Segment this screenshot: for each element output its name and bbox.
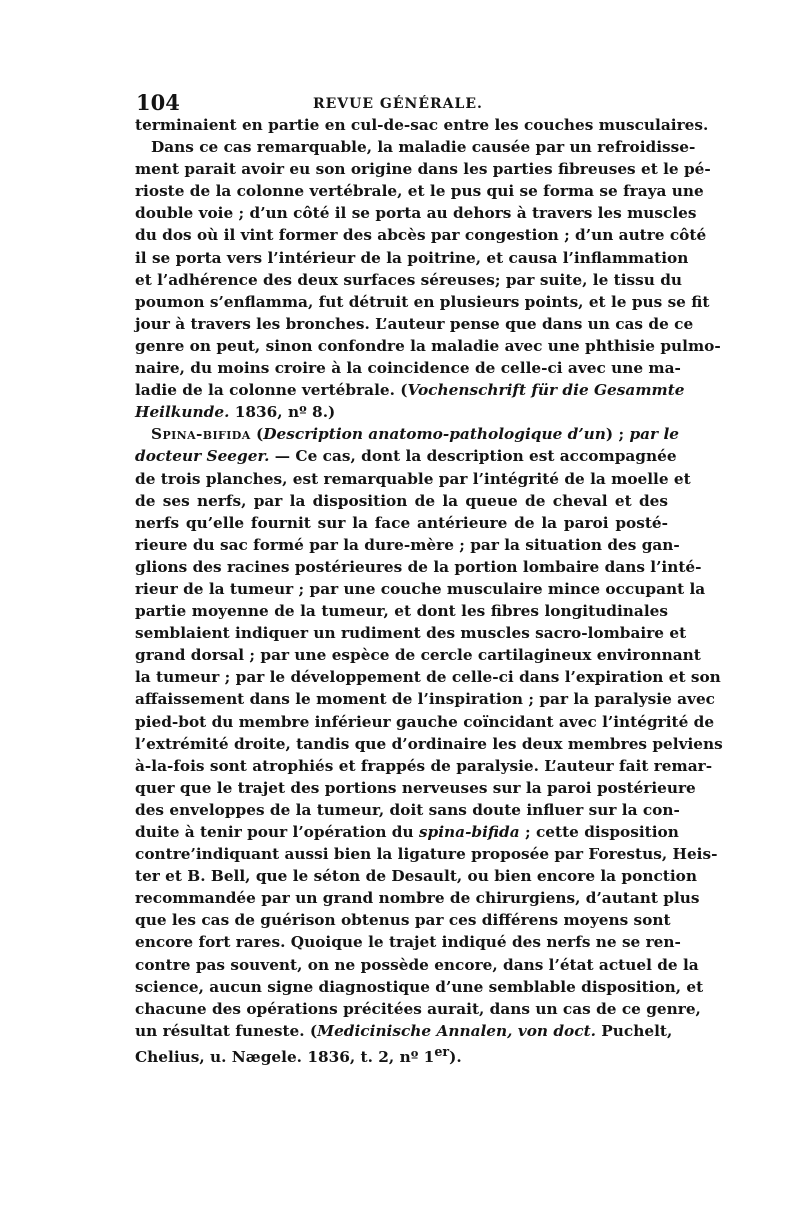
citation-title: Description anatomo-pathologique d’un xyxy=(263,425,606,444)
running-head: REVUE GÉNÉRALE. xyxy=(313,96,483,112)
text-line xyxy=(135,423,679,445)
superscript: er xyxy=(434,1044,450,1060)
text-line: encore fort rares. Quoique le trajet indiqué des nerfs ne se ren- xyxy=(135,933,681,952)
text-line: ter et B. Bell, que le séton de Desault, ou bien encore la ponction xyxy=(135,867,697,886)
text-line: poumon s’enflamma, fut détruit en plusieurs points, et le pus se fit xyxy=(135,292,710,311)
text-segment: — Ce cas, dont la description est accompagnée xyxy=(269,447,677,466)
text-segment: ladie de la colonne vertébrale. ( xyxy=(135,381,408,400)
page-header xyxy=(135,92,668,114)
text-line: l’extrémité droite, tandis que d’ordinaire les deux membres pelviens xyxy=(135,734,723,753)
text-line xyxy=(135,401,668,423)
text-line: semblaient indiquer un rudiment des muscles sacro-lombaire et xyxy=(135,624,687,643)
author-text: docteur Seeger. xyxy=(135,447,270,466)
page-number: 104 xyxy=(136,90,180,115)
text-line: glions des racines postérieures de la portion lombaire dans l’inté- xyxy=(135,557,702,576)
text-line: rioste de la colonne vertébrale, et le pus qui se forma se fraya une xyxy=(135,182,704,201)
text-line xyxy=(135,1020,673,1042)
text-line: à-la-fois sont atrophiés et frappés de paralysie. L’auteur fait remar- xyxy=(135,756,713,775)
text-line: jour à travers les bronches. L’auteur pense que dans un cas de ce xyxy=(135,314,694,333)
text-line: ment parait avoir eu son origine dans les parties fibreuses et le pé- xyxy=(135,160,711,179)
text-line: naire, du moins croire à la coincidence de celle-ci avec une ma- xyxy=(135,359,681,378)
text-line: affaissement dans le moment de l’inspiration ; par la paralysie avec xyxy=(135,690,715,709)
author-text: par le xyxy=(629,425,679,444)
text-segment: un résultat funeste. ( xyxy=(135,1021,318,1040)
text-line xyxy=(135,821,679,843)
text-line xyxy=(135,1042,668,1068)
text-line: et l’adhérence des deux surfaces séreuses; par suite, le tissu du xyxy=(135,270,683,289)
citation-title: Medicinische Annalen, von doct. xyxy=(317,1021,596,1040)
term-text: spina-bifida xyxy=(418,823,520,841)
text-line: pied-bot du membre inférieur gauche coïncidant avec l’intégrité de xyxy=(135,712,715,731)
text-line: rieure du sac formé par la dure-mère ; par la situation des gan- xyxy=(135,535,680,554)
text-segment: ) ; xyxy=(605,425,630,444)
text-segment: 1836, nº 8.) xyxy=(229,403,336,422)
text-line: grand dorsal ; par une espèce de cercle cartilagineux environnant xyxy=(135,646,701,665)
text-line: recommandée par un grand nombre de chirurgiens, d’autant plus xyxy=(135,889,700,908)
text-line: rieur de la tumeur ; par une couche musculaire mince occupant la xyxy=(135,579,706,598)
text-line: chacune des opérations précitées aurait, dans un cas de ce genre, xyxy=(135,999,701,1018)
text-line: il se porta vers l’intérieur de la poitrine, et causa l’inflammation xyxy=(135,248,689,267)
text-segment: ; cette disposition xyxy=(519,823,679,841)
text-line: que les cas de guérison obtenus par ces différens moyens sont xyxy=(135,911,671,930)
text-line: de ses nerfs, par la disposition de la queue de cheval et des xyxy=(135,491,668,510)
text-line: Dans ce cas remarquable, la maladie causée par un refroidisse- xyxy=(151,138,696,157)
text-segment: Chelius, u. Nægele. 1836, t. 2, nº 1 xyxy=(135,1048,435,1067)
text-line: de trois planches, est remarquable par l’intégrité de la moelle et xyxy=(135,469,691,488)
body-text xyxy=(135,114,723,1068)
text-line: contre pas souvent, on ne possède encore, dans l’état actuel de la xyxy=(135,955,699,974)
text-line: des enveloppes de la tumeur, doit sans doute influer sur la con- xyxy=(135,800,680,819)
text-line: double voie ; d’un côté il se porta au dehors à travers les muscles xyxy=(135,204,697,223)
text-line xyxy=(135,445,677,467)
book-page xyxy=(135,90,723,1068)
text-line: partie moyenne de la tumeur, et dont les fibres longitudinales xyxy=(135,602,668,621)
text-line: nerfs qu’elle fournit sur la face antérieure de la paroi posté- xyxy=(135,513,668,532)
text-segment: duite à tenir pour l’opération du xyxy=(135,823,419,841)
text-line: science, aucun signe diagnostique d’une semblable disposition, et xyxy=(135,977,704,996)
text-line: quer que le trajet des portions nerveuses sur la paroi postérieure xyxy=(135,778,696,797)
text-line xyxy=(135,379,685,401)
section-heading: Spina-bifida xyxy=(151,425,251,444)
text-line: du dos où il vint former des abcès par congestion ; d’un autre côté xyxy=(135,226,707,245)
citation-title: Heilkunde. xyxy=(135,403,230,422)
text-line: contre’indiquant aussi bien la ligature proposée par Forestus, Heis- xyxy=(135,845,718,864)
text-segment: ( xyxy=(250,425,264,444)
text-segment: Puchelt, xyxy=(595,1021,673,1040)
text-segment: ). xyxy=(449,1048,462,1067)
citation-title: Vochenschrift für die Gesammte xyxy=(407,381,685,400)
text-line: la tumeur ; par le développement de celle-ci dans l’expiration et son xyxy=(135,668,721,687)
text-line: genre on peut, sinon confondre la maladie avec une phthisie pulmo- xyxy=(135,336,721,355)
text-line: terminaient en partie en cul-de-sac entre les couches musculaires. xyxy=(135,116,709,134)
